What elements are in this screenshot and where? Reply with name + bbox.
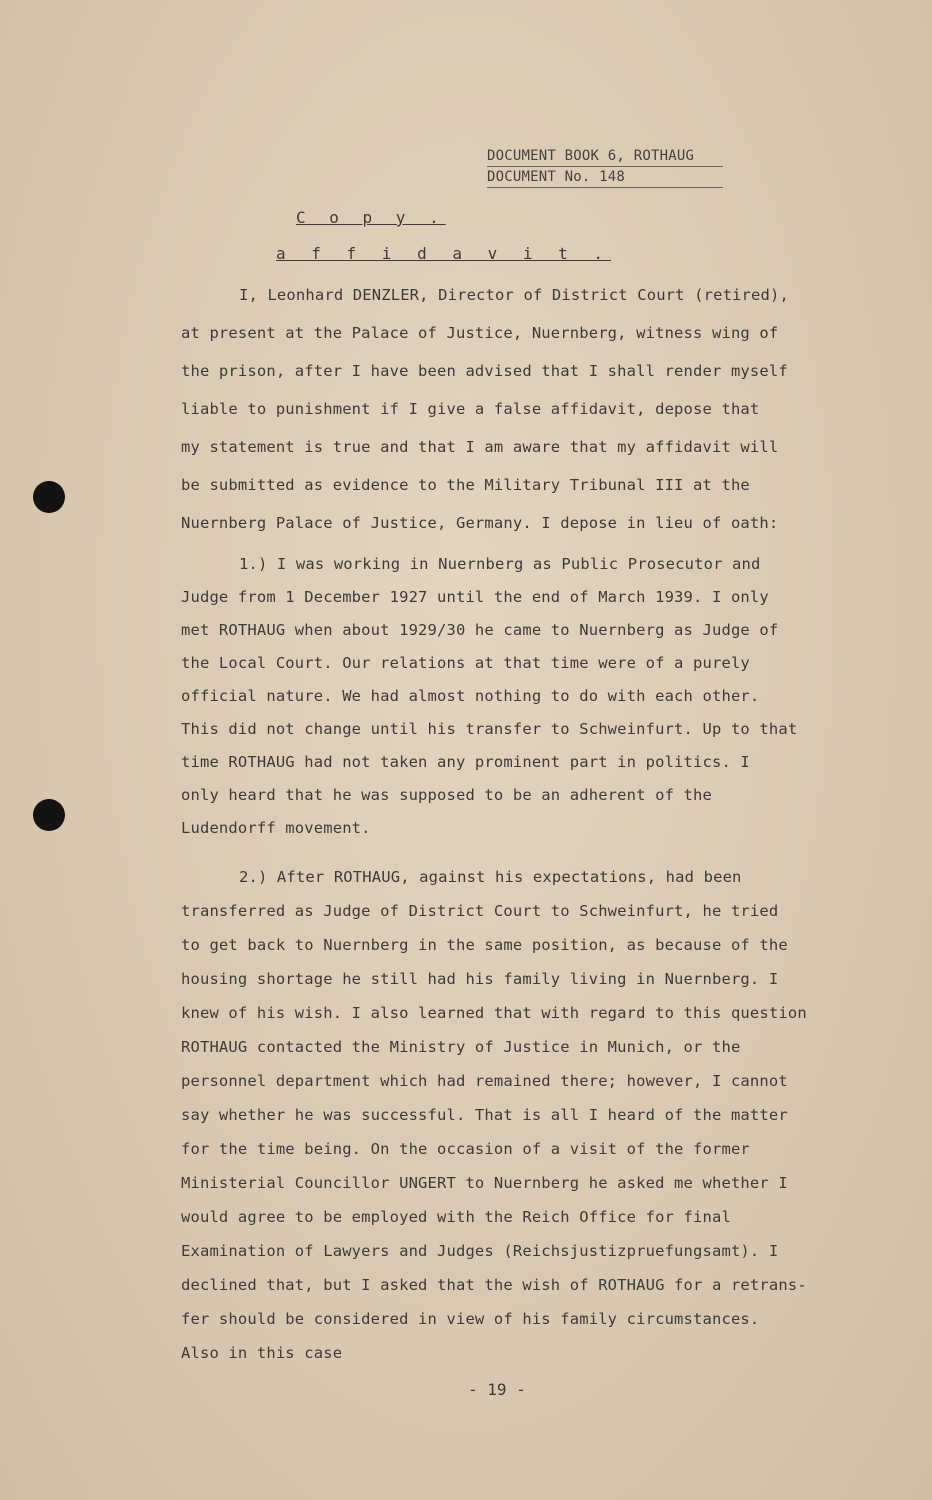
- punch-hole: [33, 799, 65, 831]
- affidavit-heading: a f f i d a v i t .: [276, 244, 612, 263]
- text-line: This did not change until his transfer to Schweinfurt. Up to that: [181, 720, 798, 738]
- punch-hole: [33, 481, 65, 513]
- text-line: for the time being. On the occasion of a visit of the former: [181, 1140, 750, 1158]
- text-line: 2.) After ROTHAUG, against his expectations, had been: [239, 868, 742, 886]
- text-line: personnel department which had remained there; however, I cannot: [181, 1072, 788, 1090]
- text-line: time ROTHAUG had not taken any prominent part in politics. I: [181, 753, 750, 771]
- text-line: only heard that he was supposed to be an adherent of the: [181, 786, 712, 804]
- page-number: - 19 -: [468, 1380, 526, 1399]
- text-line: say whether he was successful. That is all I heard of the matter: [181, 1106, 788, 1124]
- text-line: knew of his wish. I also learned that with regard to this question: [181, 1004, 807, 1022]
- text-line: transferred as Judge of District Court to Schweinfurt, he tried: [181, 902, 779, 920]
- text-line: fer should be considered in view of his family circumstances.: [181, 1310, 760, 1328]
- text-line: met ROTHAUG when about 1929/30 he came to Nuernberg as Judge of: [181, 621, 779, 639]
- text-line: official nature. We had almost nothing to do with each other.: [181, 687, 760, 705]
- text-line: declined that, but I asked that the wish of ROTHAUG for a retrans-: [181, 1276, 807, 1294]
- text-line: Ministerial Councillor UNGERT to Nuernberg he asked me whether I: [181, 1174, 788, 1192]
- text-line: Ludendorff movement.: [181, 819, 371, 837]
- text-line: 1.) I was working in Nuernberg as Public Prosecutor and: [239, 555, 761, 573]
- text-line: Examination of Lawyers and Judges (Reichsjustizpruefungsamt). I: [181, 1242, 779, 1260]
- text-line: Judge from 1 December 1927 until the end of March 1939. I only: [181, 588, 769, 606]
- paragraph-intro: [181, 276, 829, 542]
- text-line: ROTHAUG contacted the Ministry of Justice in Munich, or the: [181, 1038, 741, 1056]
- text-line: be submitted as evidence to the Military Tribunal III at the: [181, 476, 750, 494]
- text-line: the Local Court. Our relations at that time were of a purely: [181, 654, 750, 672]
- text-line: would agree to be employed with the Reich Office for final: [181, 1208, 731, 1226]
- text-line: to get back to Nuernberg in the same position, as because of the: [181, 936, 788, 954]
- text-line: liable to punishment if I give a false affidavit, depose that: [181, 400, 760, 418]
- text-line: at present at the Palace of Justice, Nuernberg, witness wing of: [181, 324, 779, 342]
- text-line: housing shortage he still had his family living in Nuernberg. I: [181, 970, 779, 988]
- text-line: Nuernberg Palace of Justice, Germany. I depose in lieu of oath:: [181, 514, 779, 532]
- document-number-label: DOCUMENT No. 148: [487, 167, 723, 188]
- document-book-label: DOCUMENT BOOK 6, ROTHAUG: [487, 146, 723, 167]
- text-line: my statement is true and that I am aware that my affidavit will: [181, 438, 779, 456]
- text-line: I, Leonhard DENZLER, Director of District Court (retired),: [239, 286, 789, 304]
- text-line: the prison, after I have been advised that I shall render myself: [181, 362, 788, 380]
- document-header: [487, 146, 723, 188]
- paragraph-1: [181, 548, 829, 845]
- paragraph-2: [181, 860, 829, 1370]
- text-line: Also in this case: [181, 1344, 343, 1362]
- copy-heading: C o p y .: [296, 208, 446, 227]
